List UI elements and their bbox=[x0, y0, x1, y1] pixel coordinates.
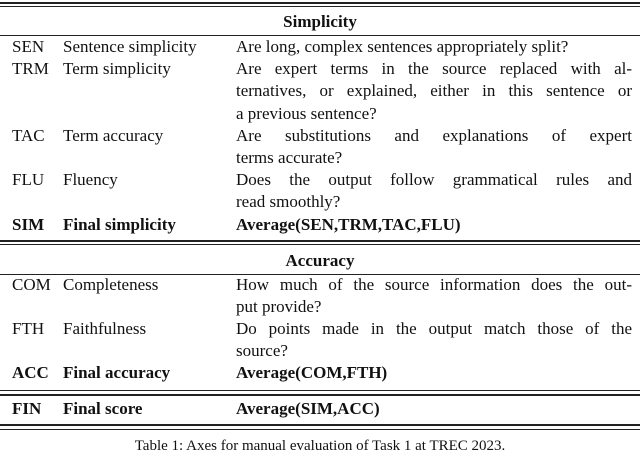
code-cell: SIM bbox=[12, 215, 45, 234]
description-cell: Are long, complex sentences appropriately split? bbox=[236, 37, 569, 56]
code-cell: FIN bbox=[12, 399, 42, 418]
section-double-rule-inner bbox=[0, 244, 640, 245]
name-cell: Completeness bbox=[63, 275, 159, 294]
description-cell: Do points made in the output match those of the source? bbox=[236, 319, 632, 361]
name-cell: Final score bbox=[63, 399, 143, 418]
name-cell: Term accuracy bbox=[63, 126, 164, 145]
formula-cell: Average(SEN,TRM,TAC,FLU) bbox=[236, 215, 461, 234]
top-rule bbox=[0, 2, 640, 4]
code-cell: SEN bbox=[12, 37, 45, 56]
code-cell: COM bbox=[12, 275, 51, 294]
name-cell: Fluency bbox=[63, 170, 118, 189]
formula-cell: Average(COM,FTH) bbox=[236, 363, 388, 382]
formula-cell: Average(SIM,ACC) bbox=[236, 399, 380, 418]
bottom-rule bbox=[0, 424, 640, 426]
description-cell: How much of the source information does the out- put provide? bbox=[236, 275, 632, 317]
code-cell: TAC bbox=[12, 126, 45, 145]
overall-double-rule bbox=[0, 390, 640, 391]
section-double-rule bbox=[0, 240, 640, 242]
overall-double-rule-inner bbox=[0, 394, 640, 396]
code-cell: FTH bbox=[12, 319, 45, 338]
section-heading-simplicity: Simplicity bbox=[283, 12, 357, 31]
name-cell: Faithfulness bbox=[63, 319, 147, 338]
code-cell: ACC bbox=[12, 363, 49, 382]
code-cell: FLU bbox=[12, 170, 45, 189]
name-cell: Final simplicity bbox=[63, 215, 176, 234]
description-cell: Are substitutions and explanations of expert terms accurate? bbox=[236, 126, 632, 168]
table-caption: Table 1: Axes for manual evaluation of Task 1 at TREC 2023. bbox=[134, 438, 506, 454]
description-cell: Does the output follow grammatical rules and read smoothly? bbox=[236, 170, 632, 212]
code-cell: TRM bbox=[12, 59, 49, 78]
top-rule-inner bbox=[0, 6, 640, 7]
description-cell: Are expert terms in the source replaced with al- ternatives, or explained, either in this sentence or a previous sentence? bbox=[236, 59, 632, 123]
name-cell: Final accuracy bbox=[63, 363, 171, 382]
section-heading-accuracy: Accuracy bbox=[285, 251, 355, 270]
bottom-rule-inner bbox=[0, 429, 640, 430]
name-cell: Sentence simplicity bbox=[63, 37, 197, 56]
name-cell: Term simplicity bbox=[63, 59, 171, 78]
